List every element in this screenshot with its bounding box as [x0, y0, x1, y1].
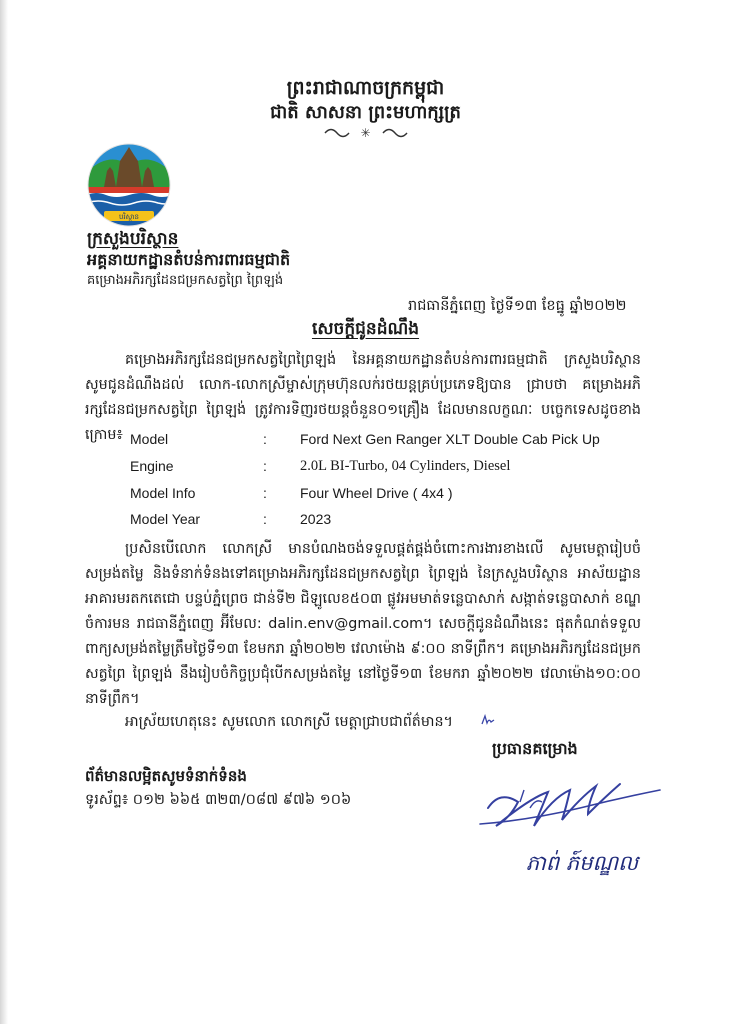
contact-label: ព័ត៌មានលម្អិតសូមទំនាក់ទំនង	[85, 767, 247, 785]
spec-value: Four Wheel Drive ( 4x4 )	[300, 485, 453, 501]
spec-row-model	[130, 431, 650, 453]
spec-key: Model Info	[130, 485, 196, 501]
spec-key: Engine	[130, 458, 174, 474]
ministry-logo	[86, 141, 172, 229]
spec-row-engine	[130, 458, 650, 480]
project-name: គម្រោងអភិរក្សដែនជម្រកសត្វព្រៃ ព្រៃឡង់	[87, 273, 284, 288]
initial-mark-icon	[481, 714, 495, 726]
logo-caption: បរិស្ថាន	[119, 213, 139, 221]
svg-text:✳: ✳	[359, 126, 372, 140]
spec-value: Ford Next Gen Ranger XLT Double Cab Pick Up	[300, 431, 600, 447]
department-name: អគ្គនាយកដ្ឋានតំបន់ការពារធម្មជាតិ	[87, 250, 291, 269]
ministry-name: ក្រសួងបរិស្ថាន	[87, 229, 179, 249]
ornament-divider-icon	[321, 126, 411, 140]
instructions-paragraph	[85, 537, 641, 712]
signed-name: ភាព់ ភ៍មណ្ឌល	[525, 851, 639, 875]
closing-line: អាស្រ័យហេតុនេះ សូមលោក លោកស្រី មេត្តាជ្រាបជាព័ត៌មាន។	[125, 714, 453, 730]
dateline: រាជធានីភ្នំពេញ ថ្ងៃទី១៣ ខែធ្នូ ឆ្នាំ២០២២	[408, 298, 627, 314]
spec-row-model-info	[130, 485, 650, 507]
intro-text: គម្រោងអភិរក្សដែនជម្រកសត្វព្រៃព្រៃឡង់ នៃអគ្គនាយកដ្ឋានតំបន់ការពារធម្មជាតិ ក្រសួងបរិស្ថាន សូមជូនដំណឹងដល់ លោក-លោកស្រីម្ចាស់ក្រុមហ៊ុនលក់រថយន្តគ្រប់ប្រភេទឱ្យបាន ជ្រាបថា គម្រោងអភិរក្សដែនជម្រកសត្វព្រៃ ព្រៃឡង់ ត្រូវការទិញរថយន្តចំនួន០១គ្រឿង ដែលមានលក្ខណៈ បច្ចេកទេសដូចខាងក្រោម៖	[85, 352, 641, 443]
national-motto: ជាតិ សាសនា ព្រះមហាក្សត្រ	[270, 102, 461, 123]
project-chief-title: ប្រធានគម្រោង	[492, 739, 578, 758]
instructions-text: ប្រសិនបើលោក លោកស្រី មានបំណងចង់ទទួលផ្គត់ផ្គង់ចំពោះការងារខាងលើ សូមមេត្តារៀបចំសម្រង់តម្លៃ និងទំនាក់ទំនងទៅគម្រោងអភិរក្សដែនជម្រកសត្វព្រៃ ព្រៃឡង់ នៃក្រសួងបរិស្ថាន អាស័យដ្ឋាន អាគារមរតកតេជោ បន្ទប់ភ្នំព្រេច ជាន់ទី២ ជិឡូលេខ៥០៣ ផ្លូវអមមាត់ទន្លេបាសាក់ សង្កាត់ទន្លេបាសាក់ ខណ្ឌចំការមន រាជធានីភ្នំពេញ អ៊ីមែល: dalin.env@gmail.com។ សេចក្តីជូនដំណឹងនេះ ផុតកំណត់ទទួលពាក្យសម្រង់តម្លៃត្រឹមថ្ងៃទី១៣ ខែមករា ឆ្នាំ២០២២ វេលាម៉ោង ៩:០០ នាទីព្រឹក។ គម្រោងអភិរក្សដែនជម្រកសត្វព្រៃ ព្រៃឡង់ នឹងរៀបចំកិច្ចប្រជុំបើកសម្រង់តម្លៃ នៅថ្ងៃទី១៣ ខែមករា ឆ្នាំ២០២២ វេលាម៉ោង១០:០០ នាទីព្រឹក។	[85, 541, 641, 707]
contact-phone: ទូរស័ព្ទ៖ ០១២ ៦៦៥ ៣២៣/០៨៧ ៩៧៦ ១០៦	[85, 792, 352, 808]
spec-value: 2023	[300, 511, 332, 527]
spec-separator: :	[263, 511, 267, 527]
spec-separator: :	[263, 431, 267, 447]
spec-row-model-year	[130, 511, 650, 533]
kingdom-heading: ព្រះរាជាណាចក្រកម្ពុជា	[286, 77, 445, 99]
spec-separator: :	[263, 458, 267, 474]
spec-key: Model Year	[130, 511, 201, 527]
notice-title	[0, 318, 731, 343]
spec-separator: :	[263, 485, 267, 501]
spec-value: 2.0L BI-Turbo, 04 Cylinders, Diesel	[300, 458, 511, 474]
handwritten-signature	[470, 768, 680, 880]
spec-key: Model	[130, 431, 169, 447]
notice-title-text: សេចក្តីជូនដំណឹង	[311, 319, 420, 339]
